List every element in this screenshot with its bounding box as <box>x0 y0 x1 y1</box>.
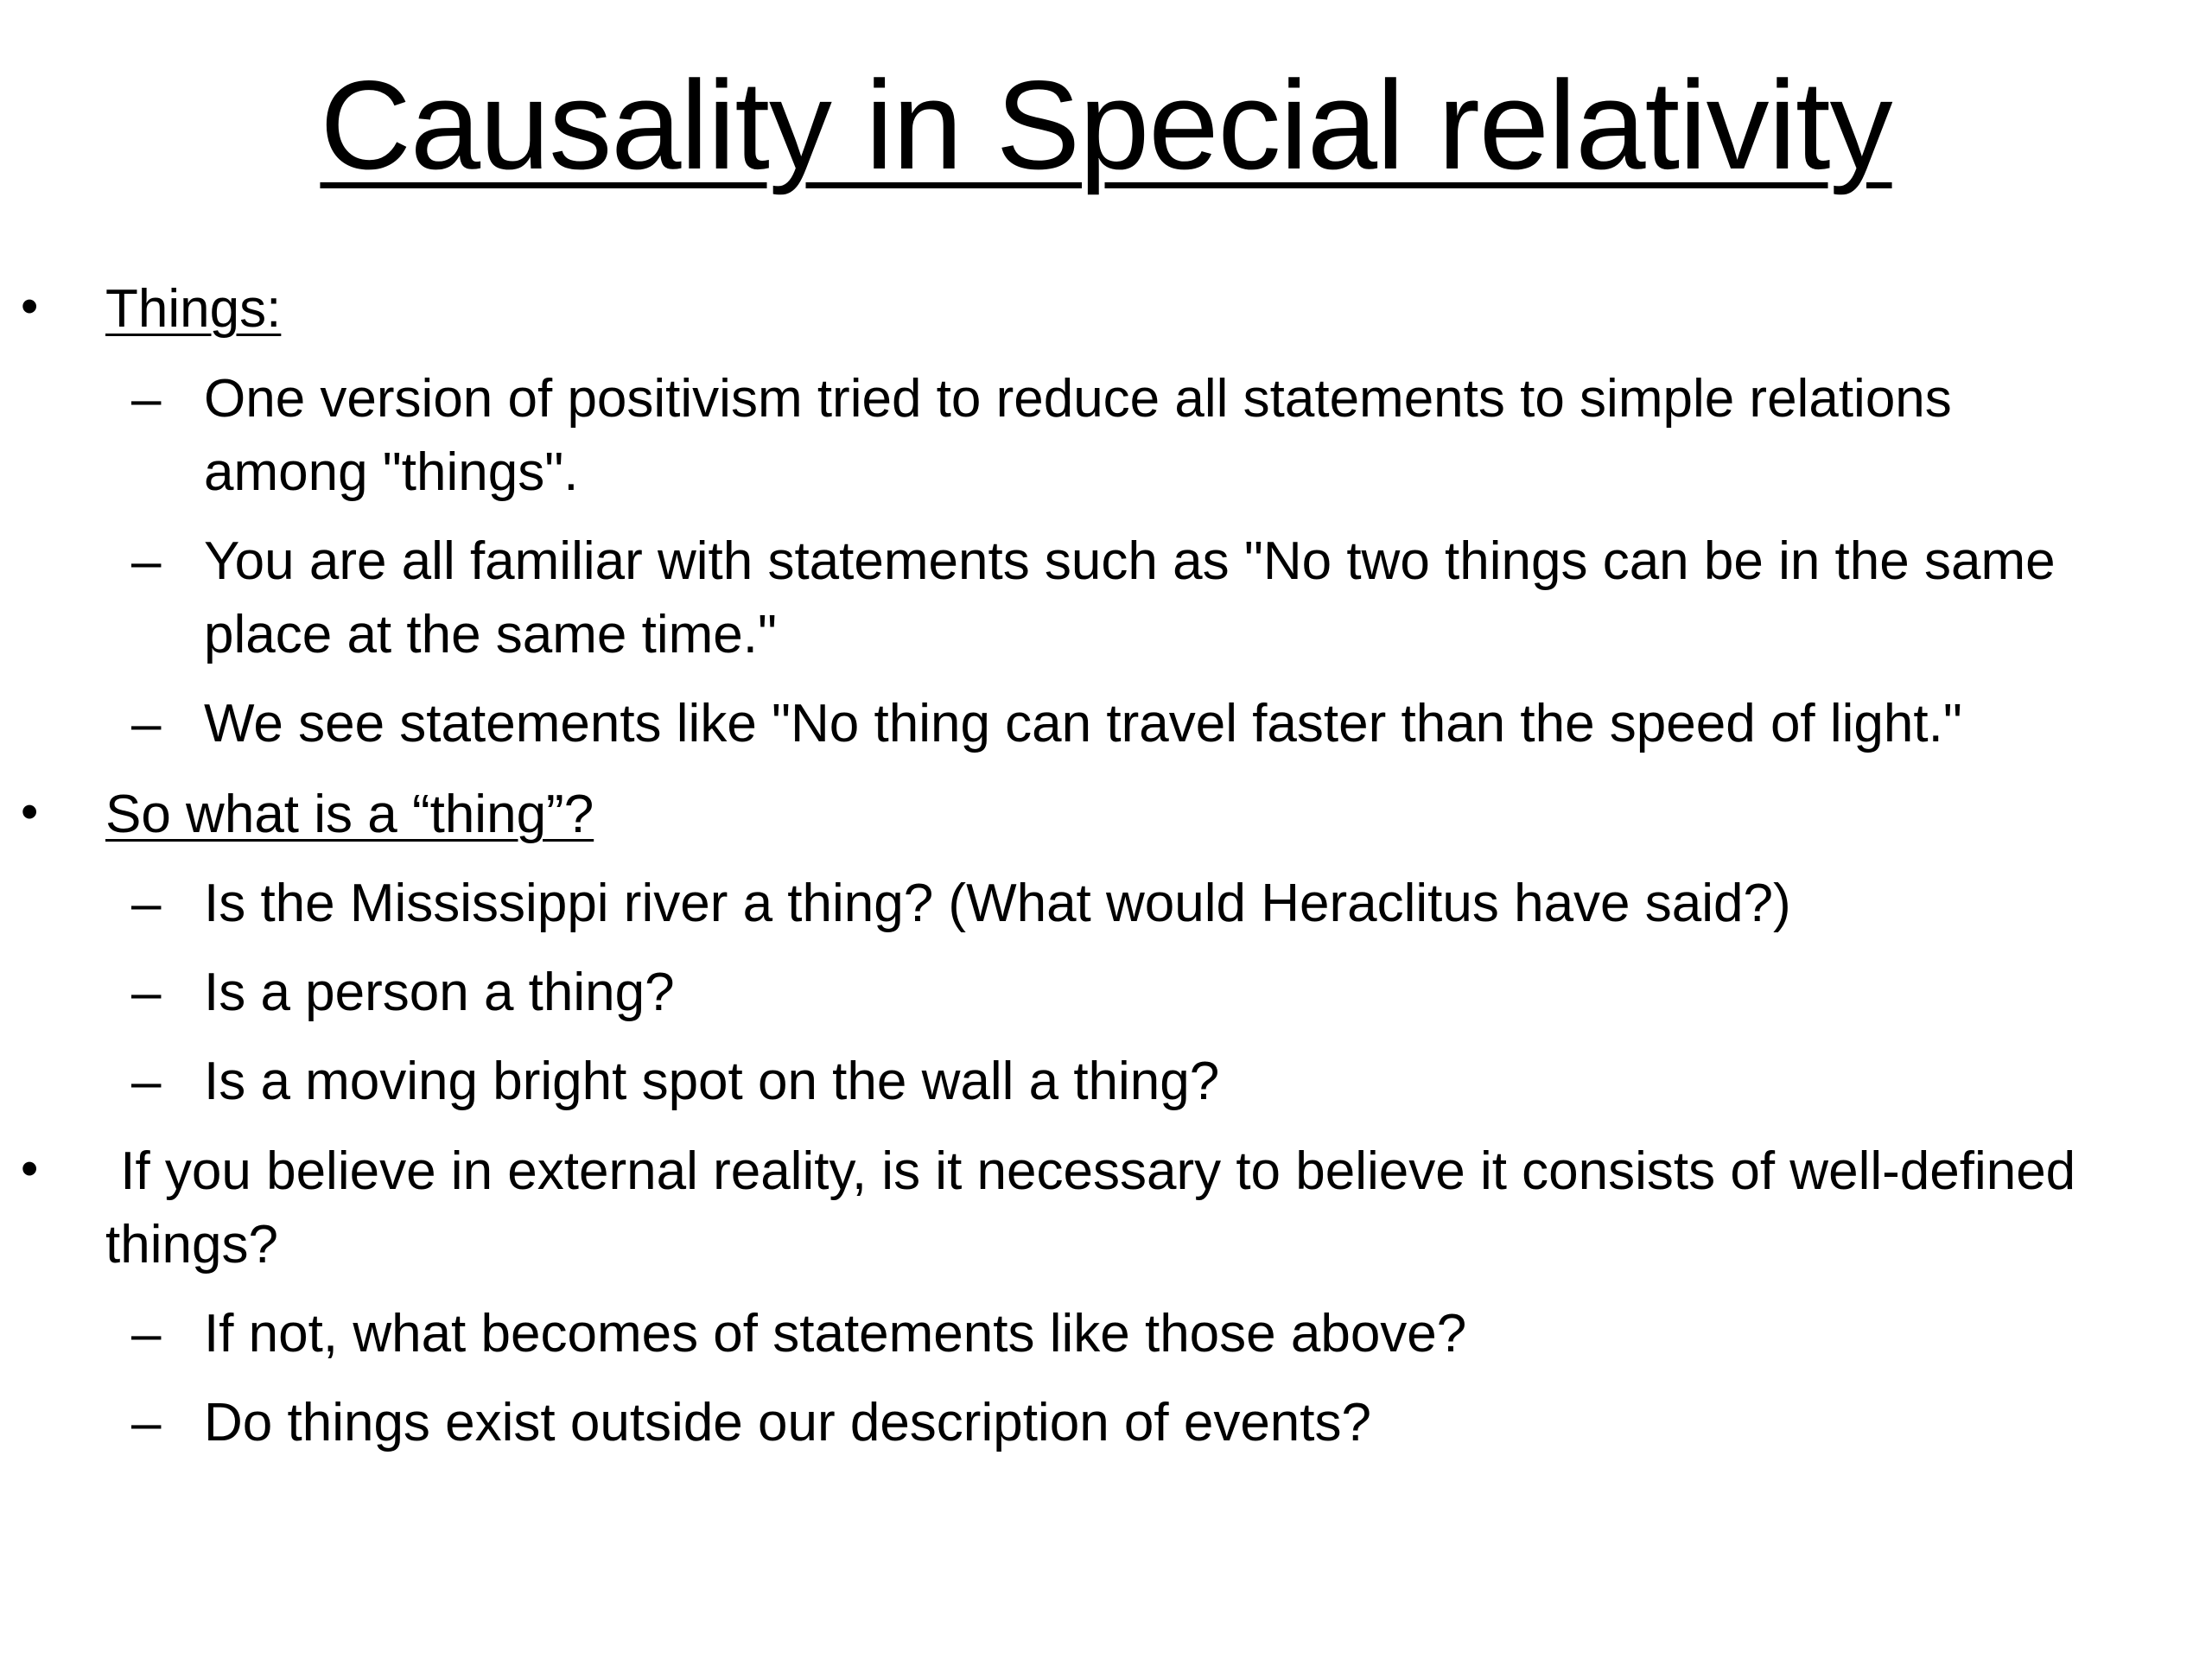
subitem-line: Is a moving bright spot on the wall a thing? <box>204 1052 1220 1111</box>
subitem-line: Do things exist outside our description of events? <box>204 1393 1371 1452</box>
slide-title-text: Causality in Special relativity <box>320 54 1892 195</box>
subitem-line: One version of positivism tried to reduce all statements to simple relations <box>204 369 1952 429</box>
subitem-line: among "things". <box>204 442 579 502</box>
bullet-marker: • <box>21 784 39 840</box>
subitem-line: You are all familiar with statements such as "No two things can be in the same <box>204 531 2056 591</box>
bullet-text-line: things? <box>105 1215 278 1274</box>
dash-marker: – <box>131 369 162 429</box>
subitem-line: We see statements like "No thing can travel faster than the speed of light." <box>204 694 1962 753</box>
bullet-marker: • <box>21 278 39 334</box>
subitem-line: If not, what becomes of statements like those above? <box>204 1304 1467 1363</box>
dash-marker: – <box>131 694 162 753</box>
subitem-line: Is the Mississippi river a thing? (What would Heraclitus have said?) <box>204 874 1791 933</box>
dash-marker: – <box>131 1393 162 1452</box>
subitem-line: Is a person a thing? <box>204 963 675 1022</box>
dash-marker: – <box>131 1304 162 1363</box>
dash-marker: – <box>131 874 162 933</box>
subitem-line: place at the same time." <box>204 605 777 664</box>
bullet-heading-things: Things: <box>105 279 282 339</box>
bullet-heading-what-is-a-thing: So what is a “thing”? <box>105 785 594 844</box>
bullet-text-line: If you believe in external reality, is it necessary to believe it consists of well-defined <box>105 1141 2076 1201</box>
dash-marker: – <box>131 963 162 1022</box>
dash-marker: – <box>131 1052 162 1111</box>
dash-marker: – <box>131 531 162 591</box>
bullet-marker: • <box>21 1141 39 1197</box>
